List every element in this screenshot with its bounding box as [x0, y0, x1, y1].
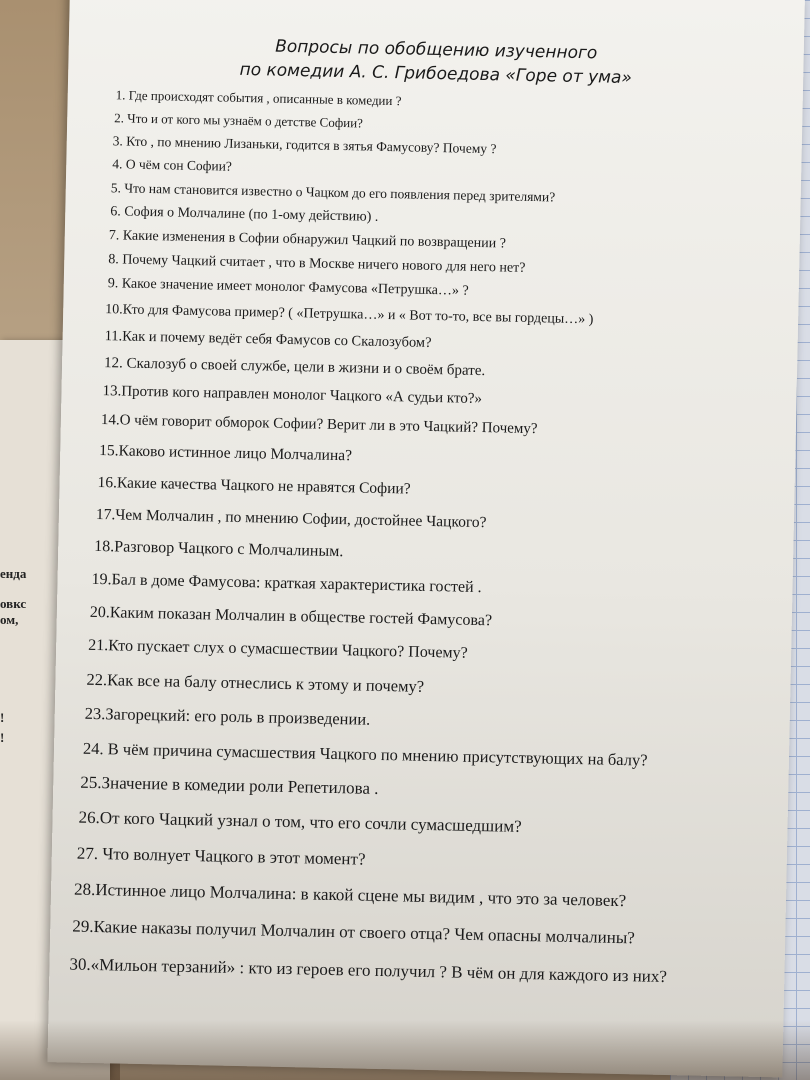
- question-item: 20.Каким показан Молчалин в обществе гостей Фамусова?: [89, 603, 493, 630]
- question-item: 7. Какие изменения в Софии обнаружил Чацкий по возвращении ?: [108, 228, 507, 252]
- question-item: 14.О чём говорит обморок Софии? Верит ли в это Чацкий? Почему?: [100, 412, 538, 438]
- question-item: 8. Почему Чацкий считает , что в Москве ничего нового для него нет?: [108, 252, 526, 276]
- question-item: 16.Какие качества Чацкого не нравятся Софии?: [97, 473, 411, 498]
- question-item: 26.От кого Чацкий узнал о том, что его сочли сумасшедшим?: [78, 807, 522, 836]
- question-item: 3. Кто , по мнению Лизаньки, годится в зятья Фамусову? Почему ?: [112, 133, 497, 157]
- question-item: 18.Разговор Чацкого с Молчалиным.: [94, 537, 344, 561]
- book-text-fragment: овкс: [0, 596, 27, 611]
- question-item: 29.Какие наказы получил Молчалин от своего отца? Чем опасны молчалины?: [72, 916, 635, 948]
- book-text-fragment: енда: [0, 566, 27, 581]
- question-item: 15.Каково истинное лицо Молчалина?: [99, 442, 353, 465]
- question-item: 4. О чём сон Софии?: [112, 156, 233, 174]
- question-item: 1. Где происходят события , описанные в комедии ?: [115, 87, 402, 109]
- question-item: 25.Значение в комедии роли Репетилова .: [80, 772, 379, 798]
- question-sheet: [47, 0, 804, 1077]
- question-item: 23.Загорецкий: его роль в произведении.: [84, 703, 371, 729]
- sheet-title-line-1: Вопросы по обобщению изученного: [274, 36, 598, 64]
- sheet-title-line-2: по комедии А. С. Грибоедова «Горе от ума»: [239, 59, 633, 89]
- question-item: 27. Что волнует Чацкого в этот момент?: [76, 843, 366, 869]
- question-item: 30.«Мильон терзаний» : кто из героев его получил ? В чём он для каждого из них?: [69, 954, 668, 987]
- question-item: 10.Кто для Фамусова пример? ( «Петрушка…» и « Вот то-то, все вы гордецы…» ): [105, 302, 594, 328]
- question-item: 17.Чем Молчалин , по мнению Софии, достойнее Чацкого?: [95, 505, 487, 532]
- question-item: 13.Против кого направлен монолог Чацкого «А судьи кто?»: [102, 383, 483, 408]
- question-item: 19.Бал в доме Фамусова: краткая характеристика гостей .: [91, 570, 482, 597]
- question-item: 21.Кто пускает слух о сумасшествии Чацкого? Почему?: [88, 636, 468, 662]
- question-item: 24. В чём причина сумасшествия Чацкого по мнению присутствующих на балу?: [82, 738, 648, 770]
- question-item: 22.Как все на балу отнеслись к этому и почему?: [86, 669, 425, 696]
- book-text-fragment: !: [0, 710, 5, 725]
- photo-shadow: [0, 1020, 810, 1080]
- question-item: 9. Какое значение имеет монолог Фамусова «Петрушка…» ?: [107, 276, 469, 299]
- question-item: 12. Скалозуб о своей службе, цели в жизни и о своём брате.: [103, 355, 486, 380]
- question-item: 5. Что нам становится известно о Чацком до его появления перед зрителями?: [110, 180, 556, 205]
- question-item: 2. Что и от кого мы узнаём о детстве Софии?: [114, 110, 364, 131]
- book-text-fragment: ом,: [0, 612, 19, 627]
- question-item: 11.Как и почему ведёт себя Фамусов со Скалозубом?: [104, 328, 432, 351]
- book-text-fragment: !: [0, 730, 5, 745]
- question-item: 6. София о Молчалине (по 1-ому действию) .: [110, 204, 379, 225]
- question-item: 28.Истинное лицо Молчалина: в какой сцене мы видим , что это за человек?: [73, 879, 627, 911]
